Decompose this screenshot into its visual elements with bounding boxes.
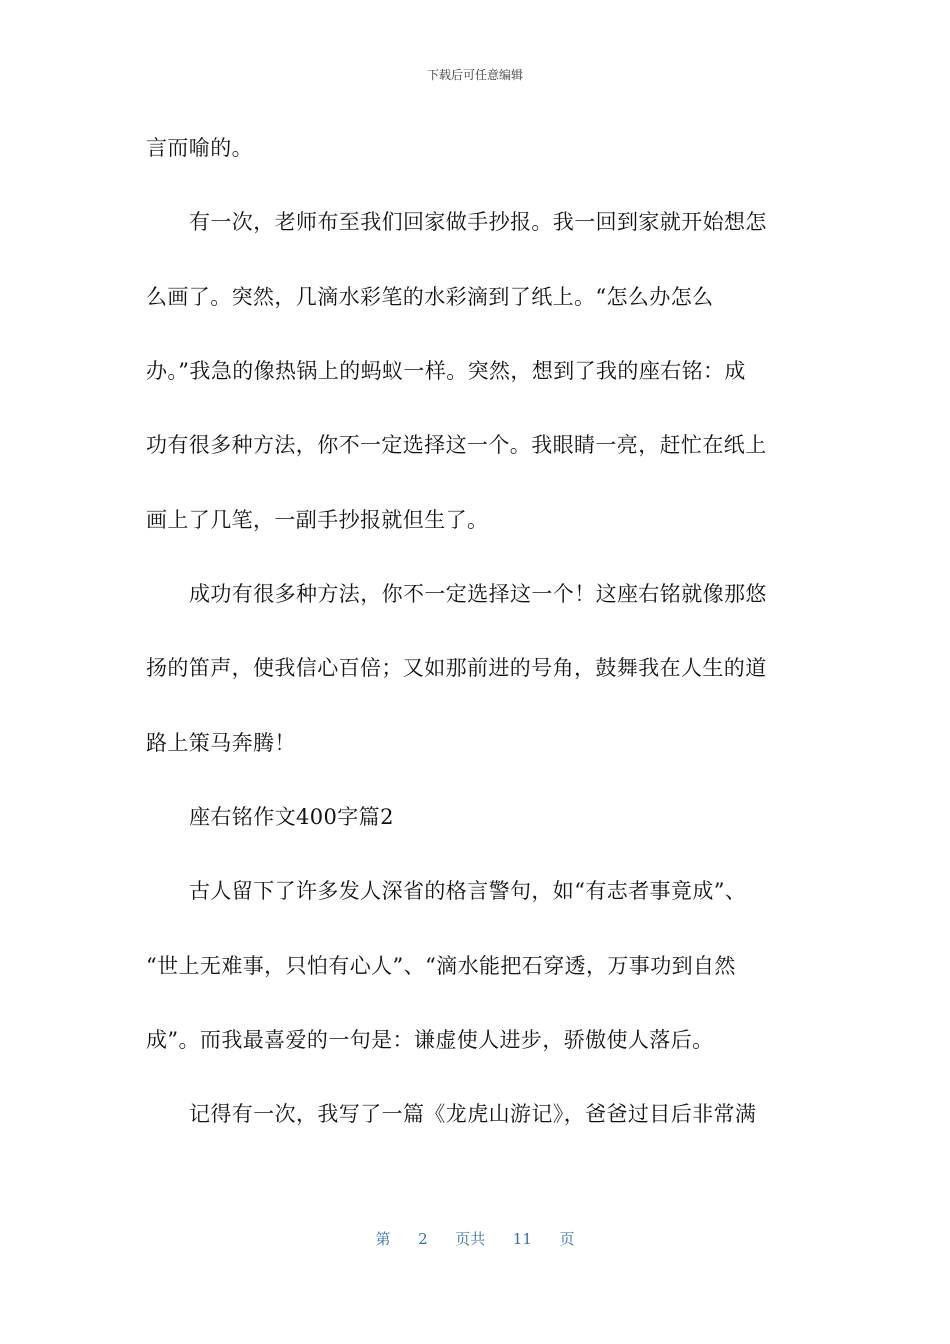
download-editable-note: 下载后可任意编辑	[426, 68, 523, 82]
body-line-5: 功有很多种方法，你不一定选择这一个。我眼睛一亮，赶忙在纸上	[146, 433, 767, 457]
body-line-6: 画上了几笔，一副手抄报就但生了。	[146, 508, 489, 532]
body-line-1: 言而喻的。	[146, 136, 253, 160]
body-line-13: 成”。而我最喜爱的一句是：谦虚使人进步，骄傲使人落后。	[146, 1028, 714, 1052]
footer-page-middle: 页共	[455, 1230, 486, 1248]
body-line-2: 有一次，老师布至我们回家做手抄报。我一回到家就开始想怎	[189, 210, 767, 234]
body-line-4: 办。”我急的像热锅上的蚂蚁一样。突然，想到了我的座右铭：成	[146, 359, 746, 383]
body-line-11: 古人留下了许多发人深省的格言警句，如“有志者事竟成”、	[189, 879, 747, 903]
body-line-8: 扬的笛声，使我信心百倍；又如那前进的号角，鼓舞我在人生的道	[146, 656, 767, 680]
body-line-12: “世上无难事，只怕有心人”、“滴水能把石穿透，万事功到自然	[146, 954, 736, 978]
footer-page-suffix: 页	[559, 1230, 575, 1248]
footer-total-pages: 11	[512, 1230, 532, 1248]
body-line-3: 么画了。突然，几滴水彩笔的水彩滴到了纸上。“怎么办怎么	[146, 285, 714, 309]
body-line-14: 记得有一次，我写了一篇《龙虎山游记》，爸爸过目后非常满	[189, 1102, 757, 1126]
body-line-9: 路上策马奔腾！	[146, 731, 296, 755]
section-heading: 座右铭作文400字篇2	[189, 805, 394, 829]
body-line-7: 成功有很多种方法，你不一定选择这一个！这座右铭就像那悠	[189, 582, 767, 606]
footer-page-prefix: 第	[375, 1230, 391, 1248]
page-footer	[0, 1228, 950, 1249]
footer-page-number: 2	[418, 1230, 428, 1248]
